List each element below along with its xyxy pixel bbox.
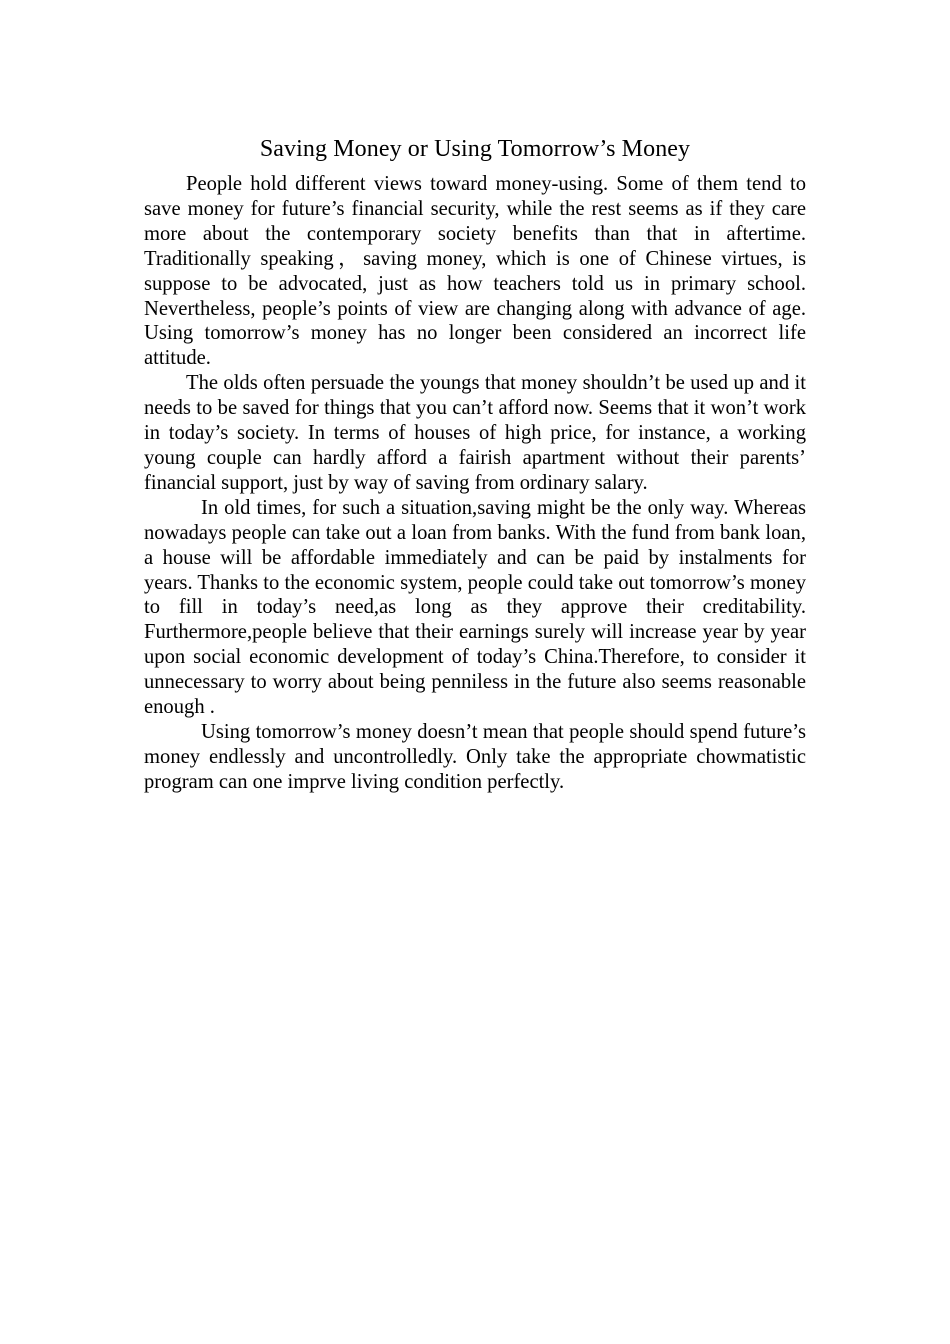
paragraph-1: People hold different views toward money-using. Some of them tend to save money for future’s financial security, while the rest seems as if they care more about the contemporary society benefits than that in aftertime. Traditionally speaking，saving money, which is one of Chinese virtues, is suppose to be advocated, just as how teachers told us in primary school. Nevertheless, people’s points of view are changing along with advance of age. Using tomorrow’s money has no longer been considered an incorrect life attitude. <box>144 173 806 370</box>
paragraph-3: In old times, for such a situation,saving might be the only way. Whereas nowadays people can take out a loan from banks. With the fund from bank loan, a house will be affordable immediately and can be paid by instalments for years. Thanks to the economic system, people could take out tomorrow’s money to fill in today’s need,as long as they approve their creditability. Furthermore,people believe that their earnings surely will increase year by year upon social economic development of today’s China.Therefore, to consider it unnecessary to worry about being penniless in the future also seems reasonable enough . <box>144 496 806 719</box>
paragraph-4: Using tomorrow’s money doesn’t mean that people should spend future’s money endlessly and uncontrolledly. Only take the appropriate chowmatistic program can one imprve living condition perfectly. <box>144 720 806 793</box>
document-title: Saving Money or Using Tomorrow’s Money <box>259 136 691 162</box>
document-page <box>144 132 806 795</box>
paragraph-2: The olds often persuade the youngs that money shouldn’t be used up and it needs to be saved for things that you can’t afford now. Seems that it won’t work in today’s society. In terms of houses of high price, for instance, a working young couple can hardly afford a fairish apartment without their parents’ financial support, just by way of saving from ordinary salary. <box>144 372 806 494</box>
